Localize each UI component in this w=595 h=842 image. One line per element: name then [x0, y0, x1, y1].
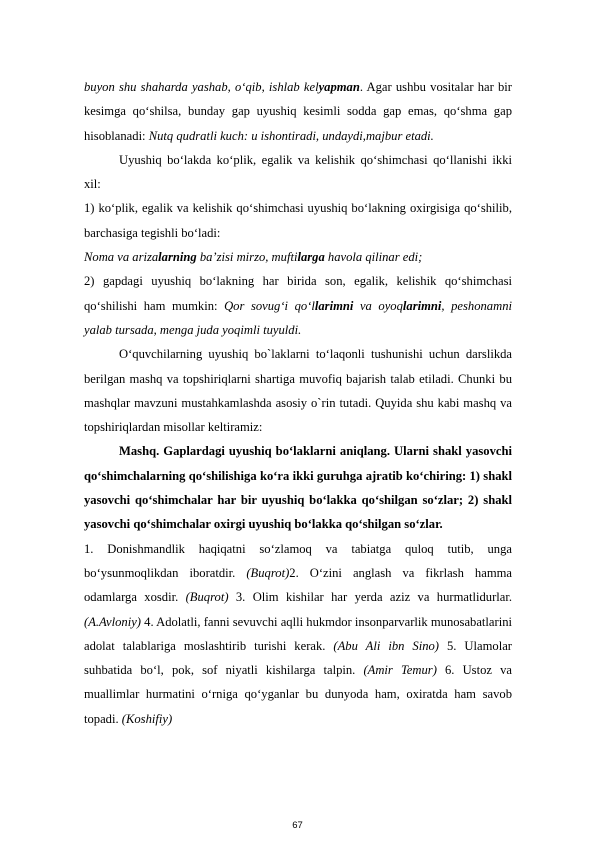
- text-italic: , peshonamni yalab tursada, menga juda yoqimli tuyuldi.: [84, 298, 512, 337]
- page-number: 67: [292, 820, 303, 831]
- sentence-2: 2. O‘zini anglash va fikrlash hamma odamlarga xosdir.: [84, 565, 512, 605]
- text-bold-italic: larga: [297, 250, 325, 265]
- exercise-heading: Mashq. Gaplardagi uyushiq bo‘laklarni aniqlang. Ularni shakl yasovchi qo‘shimchalarning qo‘shilishiga ko‘ra ikki guruhga ajratib ko‘chiring: 1) shakl yasovchi qo‘shimchalar har bir uyushiq bo‘lakka qo‘shilgan so‘zlar; 2) shakl yasovchi qo‘shimchalar oxirgi uyushiq bo‘lakka qo‘shilgan so‘zlar.: [84, 444, 512, 532]
- example-sentence: Nutq qudratli kuch: u ishontiradi, undaydi,majbur etadi.: [148, 128, 434, 143]
- paragraph-4-example: [84, 245, 512, 269]
- paragraph-1: [84, 75, 512, 148]
- document-page: [84, 75, 512, 731]
- text-bold-italic: larning: [158, 250, 197, 265]
- author-1: (Buqrot): [246, 565, 290, 580]
- sentence-5: 5. Ulamolar suhbatida bo‘l, pok, sof niyatli kishilarga talpin.: [84, 638, 512, 678]
- author-3: (A.Avloniy): [84, 614, 141, 629]
- author-2: (Buqrot): [185, 590, 229, 605]
- text-regular: 2) gapdagi uyushiq bo‘lakning har birida son, egalik, kelishik qo‘shimchasi qo‘shilishi ham mumkin:: [84, 274, 512, 313]
- exercise-sentences: [84, 537, 512, 731]
- text-italic: Qor sovug‘i qo‘l: [224, 298, 315, 313]
- sentence-6: 6. Ustoz va muallimlar hurmatini o‘rniga qo‘yganlar bu dunyoda ham, oxiratda ham savob topadi.: [84, 663, 512, 726]
- author-4: (Abu Ali ibn Sino): [333, 638, 439, 653]
- author-6: (Koshifiy): [121, 711, 173, 726]
- sentence-3: 3. Olim kishilar har yerda aziz va hurmatlidurlar.: [228, 590, 512, 605]
- text-bold-italic: larimni: [314, 298, 354, 313]
- text-italic: ba’zisi mirzo, mufti: [196, 250, 298, 265]
- sentence-4: 4. Adolatli, fanni sevuvchi aqlli hukmdor insonparvarlik munosabatlarini adolat talablariga moslashtirib turishi kerak.: [84, 614, 512, 653]
- text-italic: va oyoq: [353, 298, 403, 313]
- text-bold-italic: larimni: [402, 298, 442, 313]
- paragraph-6: O‘quvchilarning uyushiq bo`laklarni to‘laqonli tushunishi uchun darslikda berilgan mashq va topshiriqlarni shartiga muvofiq bajarish talab etiladi. Chunki bu mashqlar mavzuni mustahkamlashda asosiy o`rin tutadi. Quyida shu kabi mashq va topshiriqlardan misollar keltiramiz:: [84, 347, 512, 435]
- text-bold-italic: yapman: [318, 80, 360, 94]
- text-italic: havola qilinar edi;: [324, 250, 423, 265]
- text-italic: Noma va ariza: [84, 250, 159, 265]
- paragraph-2: Uyushiq bo‘lakda ko‘plik, egalik va kelishik qo‘shimchasi qo‘llanishi ikki xil:: [84, 152, 512, 192]
- sentence-1: 1. Donishmandlik haqiqatni so‘zlamoq va tabiatga quloq tutib, unga bo‘ysunmoqlikdan iboratdir.: [84, 541, 512, 580]
- text-italic: buyon shu shaharda yashab, o‘qib, ishlab kel: [84, 80, 319, 94]
- author-5: (Amir Temur): [363, 663, 437, 678]
- paragraph-5: [84, 269, 512, 342]
- text-regular: . Agar ushbu vositalar har bir kesimga qo‘shilsa, bunday gap uyushiq kesimli sodda gap emas, qo‘shma gap hisoblanadi:: [84, 80, 512, 143]
- paragraph-3: 1) ko‘plik, egalik va kelishik qo‘shimchasi uyushiq bo‘lakning oxirgisiga qo‘shilib, barchasiga tegishli bo‘ladi:: [84, 201, 512, 240]
